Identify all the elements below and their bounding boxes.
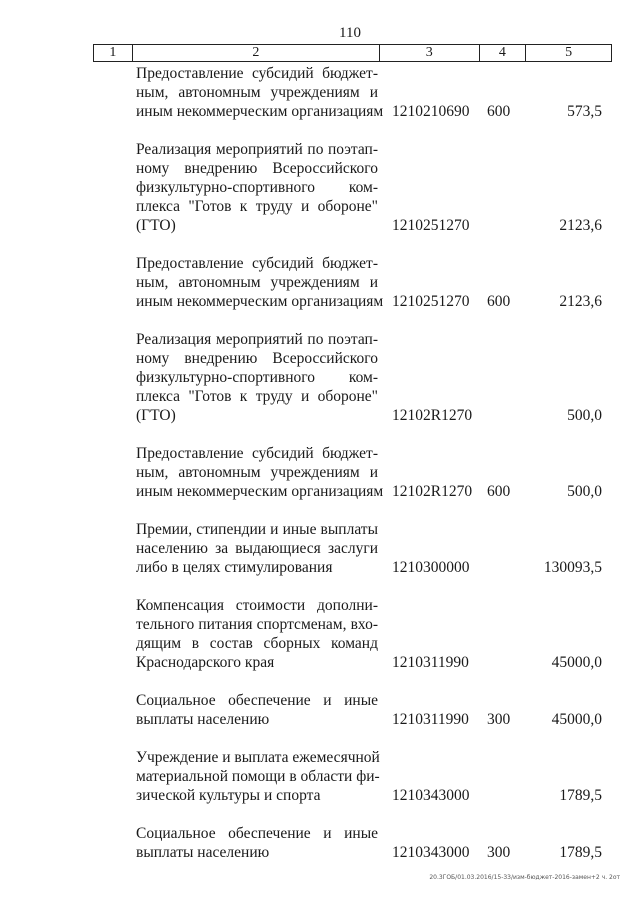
- description-line: ным, автономным учреждениям и: [136, 464, 378, 481]
- description-line: Премии, стипендии и иные выплаты: [136, 521, 378, 538]
- table-row: [0, 691, 640, 729]
- description-line: выплаты населению: [136, 711, 270, 728]
- row-expense-type: 600: [487, 103, 511, 120]
- row-code: 12102R1270: [392, 407, 473, 424]
- row-code: 1210300000: [392, 559, 470, 576]
- row-amount: 130093,5: [543, 559, 602, 576]
- row-description: [136, 254, 384, 311]
- header-col-1: 1: [94, 45, 133, 61]
- row-description: [136, 824, 378, 862]
- description-line: дящим в состав сборных команд: [136, 635, 378, 652]
- row-description: [136, 64, 384, 121]
- row-expense-type: 300: [487, 844, 511, 861]
- row-amount: 500,0: [567, 407, 602, 424]
- description-line: Учреждение и выплата ежемесячной: [136, 749, 380, 766]
- description-line: ному внедрению Всероссийского: [136, 350, 378, 367]
- table-row: [0, 64, 640, 121]
- description-line: физкультурно-спортивного ком-: [136, 179, 378, 196]
- description-line: Реализация мероприятий по поэтап-: [136, 141, 378, 158]
- description-line: (ГТО): [136, 217, 176, 234]
- table-row: [0, 444, 640, 501]
- row-description: [136, 691, 378, 729]
- row-code: 12102R1270: [392, 483, 473, 500]
- table-row: [0, 140, 640, 235]
- row-code: 1210343000: [392, 787, 470, 804]
- page-number: 110: [339, 25, 361, 41]
- row-code: 1210311990: [392, 711, 469, 728]
- row-description: [136, 140, 378, 235]
- row-code: 1210210690: [392, 103, 470, 120]
- row-expense-type: 300: [487, 711, 511, 728]
- description-line: ному внедрению Всероссийского: [136, 160, 378, 177]
- table-row: [0, 748, 640, 805]
- description-line: материальной помощи в области фи-: [136, 768, 380, 785]
- description-line: населению за выдающиеся заслуги: [136, 540, 378, 557]
- row-expense-type: 600: [487, 293, 511, 310]
- row-amount: 45000,0: [551, 711, 602, 728]
- row-description: [136, 520, 378, 577]
- description-line: плекса "Готов к труду и обороне": [136, 388, 378, 405]
- row-amount: 2123,6: [559, 217, 602, 234]
- header-col-2: 2: [133, 45, 380, 61]
- row-code: 1210251270: [392, 217, 470, 234]
- table-row: [0, 330, 640, 425]
- description-line: (ГТО): [136, 407, 176, 424]
- description-line: плекса "Готов к труду и обороне": [136, 198, 378, 215]
- row-amount: 573,5: [567, 103, 602, 120]
- header-col-3: 3: [380, 45, 480, 61]
- description-line: Предоставление субсидий бюджет-: [136, 65, 378, 82]
- description-line: Предоставление субсидий бюджет-: [136, 445, 378, 462]
- table-header: [93, 44, 612, 62]
- row-amount: 500,0: [567, 483, 602, 500]
- description-line: Предоставление субсидий бюджет-: [136, 255, 378, 272]
- row-amount: 1789,5: [559, 787, 602, 804]
- row-amount: 45000,0: [551, 654, 602, 671]
- row-description: [136, 596, 378, 672]
- table-body: [0, 64, 640, 881]
- row-description: [136, 748, 378, 805]
- description-line: ным, автономным учреждениям и: [136, 84, 378, 101]
- description-line: Реализация мероприятий по поэтап-: [136, 331, 378, 348]
- row-amount: 2123,6: [559, 293, 602, 310]
- description-line: иным некоммерческим организациям: [136, 103, 384, 120]
- description-line: физкультурно-спортивного ком-: [136, 369, 378, 386]
- description-line: Компенсация стоимости дополни-: [136, 597, 378, 614]
- row-expense-type: 600: [487, 483, 511, 500]
- description-line: ным, автономным учреждениям и: [136, 274, 378, 291]
- row-description: [136, 330, 378, 425]
- row-code: 1210343000: [392, 844, 470, 861]
- table-row: [0, 596, 640, 672]
- footer-file-reference: 20.3ГОБ/01.03.2016/15-33/изм-бюджет-2016-замен+2 ч. 2от: [429, 874, 620, 881]
- row-code: 1210251270: [392, 293, 470, 310]
- row-code: 1210311990: [392, 654, 469, 671]
- row-description: [136, 444, 384, 501]
- description-line: либо в целях стимулирования: [136, 559, 333, 576]
- description-line: иным некоммерческим организациям: [136, 483, 384, 500]
- description-line: иным некоммерческим организациям: [136, 293, 384, 310]
- table-row: [0, 254, 640, 311]
- description-line: тельного питания спортсменам, вхо-: [136, 616, 378, 633]
- row-amount: 1789,5: [559, 844, 602, 861]
- description-line: зической культуры и спорта: [136, 787, 321, 804]
- description-line: Социальное обеспечение и иные: [136, 692, 378, 709]
- table-row: [0, 520, 640, 577]
- description-line: Краснодарского края: [136, 654, 275, 671]
- table-row: [0, 824, 640, 862]
- description-line: Социальное обеспечение и иные: [136, 825, 378, 842]
- header-col-5: 5: [565, 45, 573, 60]
- header-col-4: 4: [480, 45, 527, 61]
- description-line: выплаты населению: [136, 844, 270, 861]
